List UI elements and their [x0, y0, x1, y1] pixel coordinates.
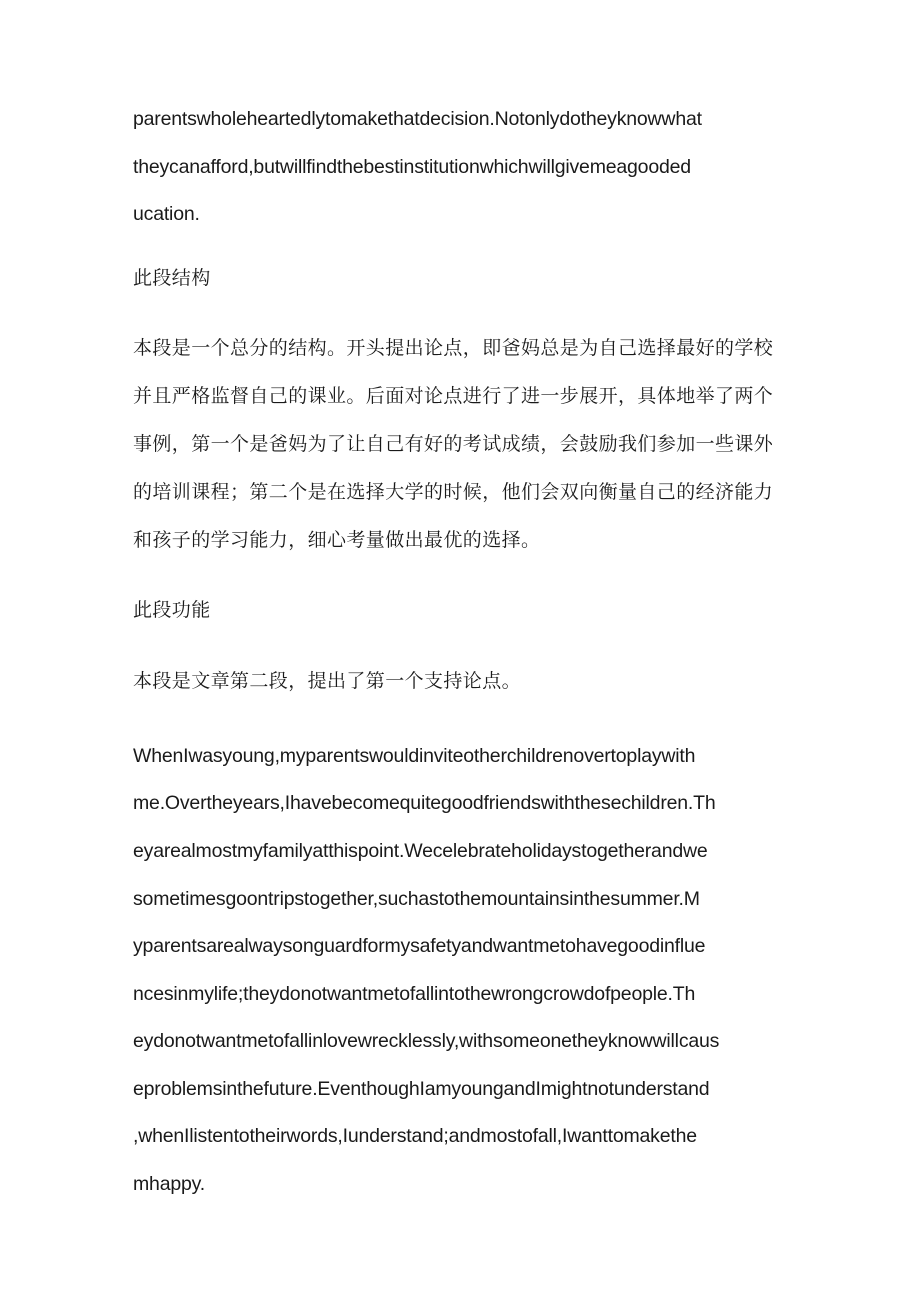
- function-heading: 此段功能: [133, 599, 211, 621]
- essay-line-9: ,whenIlistentotheirwords,Iunderstand;andmostofall,Iwanttomakethe: [133, 1125, 697, 1147]
- essay-line-5: yparentsarealwaysonguardformysafetyandwantmetohavegoodinflue: [133, 935, 706, 957]
- essay-line-6: ncesinmylife;theydonotwantmetofallintothewrongcrowdofpeople.Th: [133, 983, 696, 1005]
- structure-line-3: 事例，第一个是爸妈为了让自己有好的考试成绩，会鼓励我们参加一些课外: [133, 433, 774, 455]
- structure-line-2: 并且严格监督自己的课业。后面对论点进行了进一步展开，具体地举了两个: [133, 385, 774, 407]
- structure-line-4: 的培训课程；第二个是在选择大学的时候，他们会双向衡量自己的经济能力: [133, 481, 774, 503]
- intro-line-3: ucation.: [133, 203, 200, 225]
- essay-line-7: eydonotwantmetofallinlovewrecklessly,withsomeonetheyknowwillcaus: [133, 1030, 720, 1052]
- intro-line-1: parentswholeheartedlytomakethatdecision.Notonlydotheyknowwhat: [133, 108, 702, 130]
- structure-line-1: 本段是一个总分的结构。开头提出论点，即爸妈总是为自己选择最好的学校: [133, 337, 774, 359]
- intro-line-2: theycanafford,butwillfindthebestinstitutionwhichwillgivemeagooded: [133, 156, 691, 178]
- essay-line-2: me.Overtheyears,Ihavebecomequitegoodfriendswiththesechildren.Th: [133, 792, 716, 814]
- structure-line-5: 和孩子的学习能力，细心考量做出最优的选择。: [133, 529, 541, 551]
- essay-line-3: eyarealmostmyfamilyatthispoint.Wecelebrateholidaystogetherandwe: [133, 840, 708, 862]
- structure-heading: 此段结构: [133, 267, 211, 289]
- essay-line-1: WhenIwasyoung,myparentswouldinviteotherchildrenovertoplaywith: [133, 745, 696, 767]
- essay-line-10: mhappy.: [133, 1173, 205, 1195]
- function-line-1: 本段是文章第二段，提出了第一个支持论点。: [133, 670, 522, 692]
- essay-line-4: sometimesgoontripstogether,suchastothemountainsinthesummer.M: [133, 888, 700, 910]
- essay-line-8: eproblemsinthefuture.EventhoughIamyoungandImightnotunderstand: [133, 1078, 710, 1100]
